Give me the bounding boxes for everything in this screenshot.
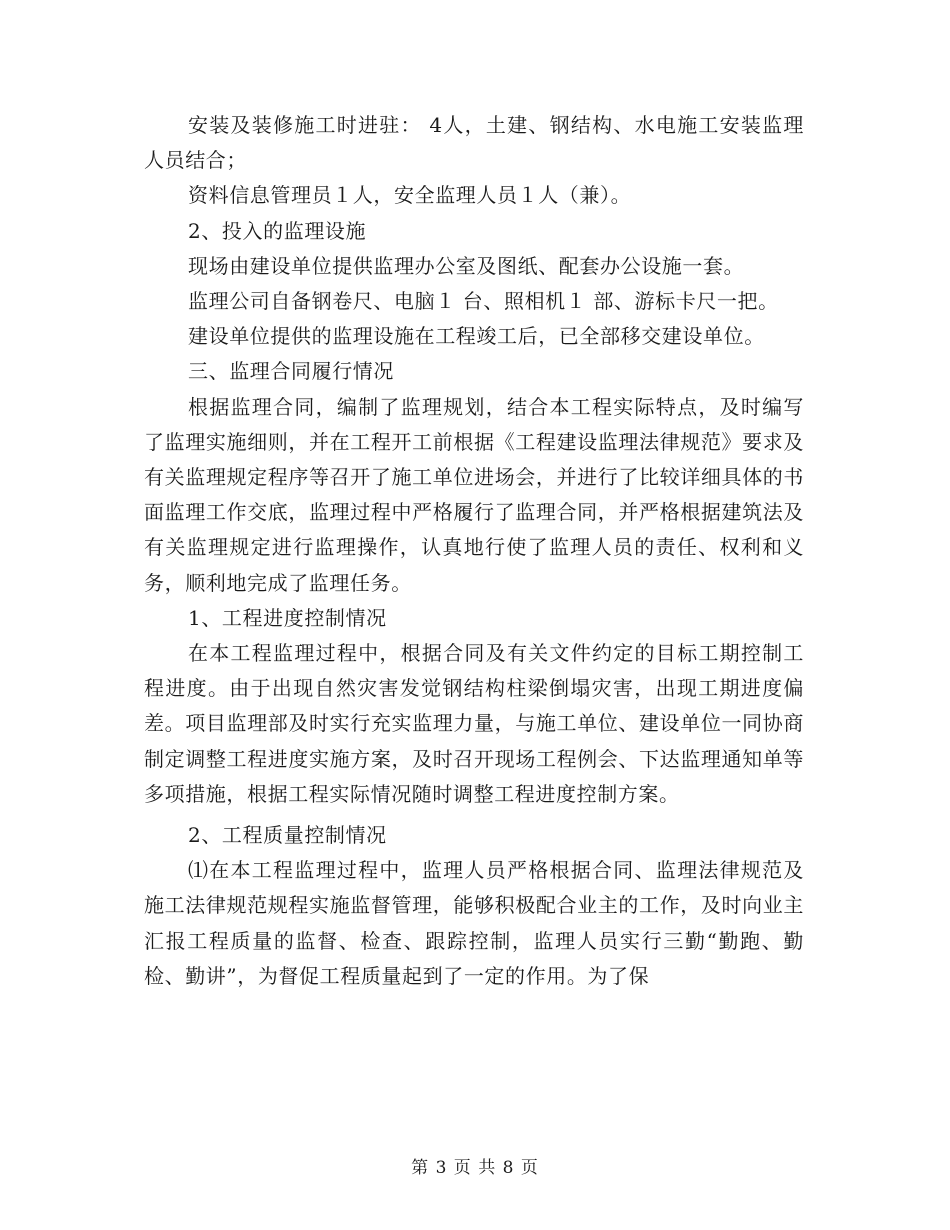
paragraph-contract-performance: 根据监理合同，编制了监理规划，结合本工程实际特点，及时编写了监理实施细则，并在工程开工前根据《工程建设监理法律规范》要求及有关监理规定程序等召开了施工单位进场会，并进行了比较详细具体的书面监理工作交底，监理过程中严格履行了监理合同，并严格根据建筑法及有关监理规定进行监理操作，认真地行使了监理人员的责任、权利和义务，顺利地完成了监理任务。 [144,394,804,595]
document-body [144,108,804,994]
paragraph-handover: 建设单位提供的监理设施在工程竣工后，已全部移交建设单位。 [188,324,765,349]
section-heading-schedule: 1、工程进度控制情况 [188,605,387,630]
paragraph-site-facilities: 现场由建设单位提供监理办公室及图纸、配套办公设施一套。 [188,253,745,278]
section-heading-quality: 2、工程质量控制情况 [188,823,387,848]
page-footer: 第 3 页 共 8 页 [411,1158,539,1178]
section-heading-contract: 三、监理合同履行情况 [188,359,394,384]
paragraph-schedule-control: 在本工程监理过程中，根据合同及有关文件约定的目标工期控制工程进度。由于出现自然灾害发觉钢结构柱梁倒塌灾害，出现工期进度偏差。项目监理部及时实行充实监理力量，与施工单位、建设单位一同协商制定调整工程进度实施方案，及时召开现场工程例会、下达监理通知单等多项措施，根据工程实际情况随时调整工程进度控制方案。 [144,641,804,806]
paragraph-quality-control: ⑴在本工程监理过程中，监理人员严格根据合同、监理法律规范及施工法律规范规程实施监督管理，能够积极配合业主的工作，及时向业主汇报工程质量的监督、检查、跟踪控制，监理人员实行三勤“勤跑、勤检、勤讲”，为督促工程质量起到了一定的作用。为了保 [144,858,804,988]
paragraph-company-equipment: 监理公司自备钢卷尺、电脑１ 台、照相机１ 部、游标卡尺一把。 [188,289,779,314]
section-heading-facilities: 2、投入的监理设施 [188,218,367,243]
paragraph-staffing-install: 安装及装修施工时进驻： 4人，土建、钢结构、水电施工安装监理人员结合； [144,113,804,173]
paragraph-staffing-info: 资料信息管理员１人，安全监理人员１人（兼）。 [188,183,632,208]
